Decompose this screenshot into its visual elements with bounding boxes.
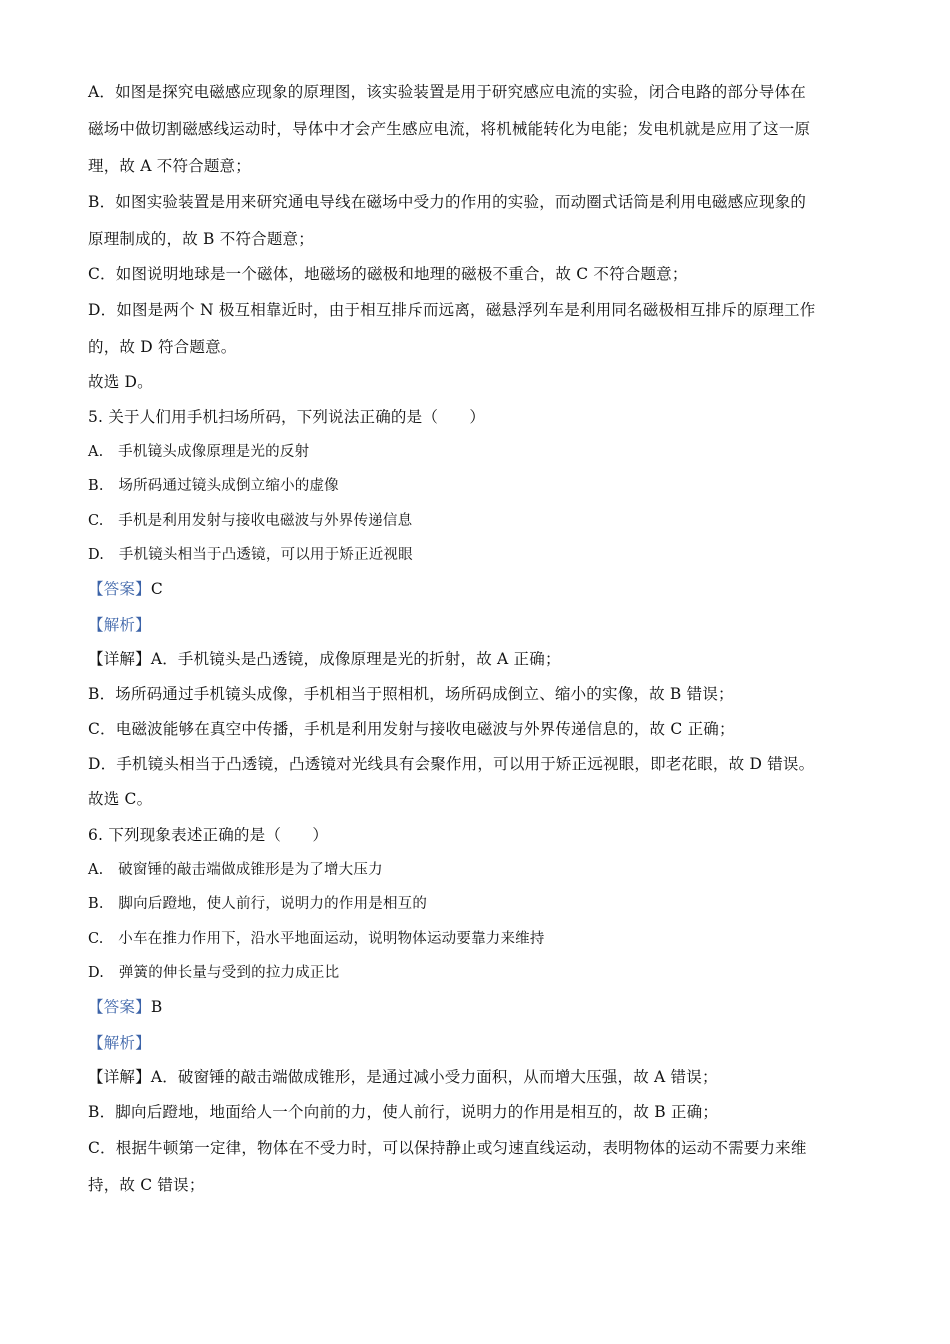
q6-analysis-tag: 【解析】 (88, 1034, 151, 1052)
q5-option-d: D. 手机镜头相当于凸透镜，可以用于矫正近视眼 (88, 547, 413, 563)
q6-detail-a (88, 1066, 868, 1088)
q5-analysis-tag: 【解析】 (88, 616, 151, 634)
q5-detail-c: C．电磁波能够在真空中传播，手机是利用发射与接收电磁波与外界传递信息的，故 C 正确； (88, 720, 735, 738)
q6-stem: 6. 下列现象表述正确的是（ ） (88, 826, 329, 844)
q6-detail-c-line1: C．根据牛顿第一定律，物体在不受力时，可以保持静止或匀速直线运动，表明物体的运动不需要力来维 (88, 1139, 807, 1157)
q6-detail-c-line2: 持，故 C 错误； (88, 1176, 205, 1194)
q5-answer (88, 578, 868, 600)
q4-conclusion: 故选 D。 (88, 373, 153, 391)
q6-answer-tag: 【答案】 (88, 998, 151, 1016)
q4-analysis-b-line2: 原理制成的，故 B 不符合题意； (88, 230, 314, 248)
q4-analysis-c-line1: C．如图说明地球是一个磁体，地磁场的磁极和地理的磁极不重合，故 C 不符合题意； (88, 265, 688, 283)
q6-option-a: A. 破窗锤的敲击端做成锥形是为了增大压力 (88, 862, 383, 878)
q6-answer (88, 996, 868, 1018)
q4-analysis-d-line1: D．如图是两个 N 极互相靠近时，由于相互排斥而远离，磁悬浮列车是利用同名磁极相互排斥的原理工作 (88, 301, 816, 319)
q4-analysis-a-line3: 理，故 A 不符合题意； (88, 157, 251, 175)
q4-analysis-a-line2: 磁场中做切割磁感线运动时，导体中才会产生感应电流，将机械能转化为电能；发电机就是应用了这一原 (88, 120, 811, 138)
q5-conclusion: 故选 C。 (88, 790, 153, 808)
q6-option-d: D. 弹簧的伸长量与受到的拉力成正比 (88, 965, 340, 981)
q5-option-b: B. 场所码通过镜头成倒立缩小的虚像 (88, 478, 339, 494)
q5-stem: 5. 关于人们用手机扫场所码，下列说法正确的是（ ） (88, 408, 486, 426)
q5-option-a: A. 手机镜头成像原理是光的反射 (88, 444, 310, 460)
q4-analysis-b-line1: B．如图实验装置是用来研究通电导线在磁场中受力的作用的实验，而动圈式话筒是利用电磁感应现象的 (88, 193, 807, 211)
q5-answer-tag: 【答案】 (88, 580, 151, 598)
q4-analysis-d-line2: 的，故 D 符合题意。 (88, 338, 237, 356)
q5-detail-b: B．场所码通过手机镜头成像，手机相当于照相机，场所码成倒立、缩小的实像，故 B 错误； (88, 685, 734, 703)
q6-detail-b: B．脚向后蹬地，地面给人一个向前的力，使人前行，说明力的作用是相互的，故 B 正确； (88, 1103, 719, 1121)
q4-analysis-a-line1: A．如图是探究电磁感应现象的原理图，该实验装置是用于研究感应电流的实验，闭合电路的部分导体在 (88, 83, 806, 101)
q5-analysis-heading (88, 614, 868, 636)
q6-option-b: B. 脚向后蹬地，使人前行，说明力的作用是相互的 (88, 896, 428, 912)
q5-detail-a (88, 648, 868, 670)
q5-detail-d: D．手机镜头相当于凸透镜，凸透镜对光线具有会聚作用，可以用于矫正远视眼，即老花眼，故 D 错误。 (88, 755, 815, 773)
q6-detail-a-text: A．破窗锤的敲击端做成锥形，是通过减小受力面积，从而增大压强，故 A 错误； (150, 1068, 718, 1086)
q6-option-c: C. 小车在推力作用下，沿水平地面运动，说明物体运动要靠力来维持 (88, 931, 545, 947)
q5-detail-tag: 【详解】 (88, 650, 151, 668)
q6-answer-value: B (150, 998, 163, 1016)
q5-detail-a-text: A．手机镜头是凸透镜，成像原理是光的折射，故 A 正确； (150, 650, 561, 668)
q5-answer-value: C (150, 580, 163, 598)
q6-analysis-heading (88, 1032, 868, 1054)
q5-option-c: C. 手机是利用发射与接收电磁波与外界传递信息 (88, 513, 413, 529)
q6-detail-tag: 【详解】 (88, 1068, 151, 1086)
